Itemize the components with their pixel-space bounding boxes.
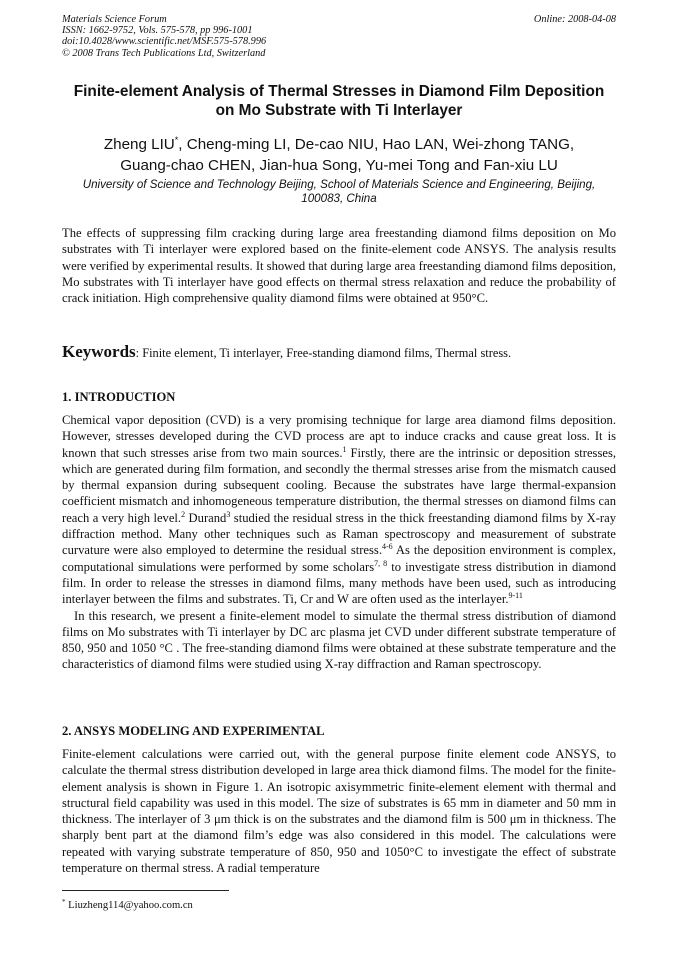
title-line-2: on Mo Substrate with Ti Interlayer (215, 102, 463, 119)
authors-line-1 (62, 130, 616, 155)
modeling-paragraph-1: Finite-element calculations were carried out, with the general purpose finite element code ANSYS, to calculate the thermal stress distribution developed in large area thick diamond films. The model for the finite-element analysis is shown in Figure 1. An isotropic axisymmetric finite-element element with thermal and structural field capability was used in this model. The size of substrates is 65 mm in diameter and 50 mm in thickness. The interlayer of 3 μm thick is on the substrates and the diamond film is 500 μm in thickness. The sharply bent part at the diamond film’s edge was also considered in this model. The calculations were repeated with varying substrate temperature of 850, 950 and 1050°C to investigate the effect of substrate temperature on thermal stress. A radial temperature (62, 747, 616, 876)
author-list (62, 130, 616, 176)
intro-text: to investigate stress distribution in diamond film. In order to release the stresses in diamond films, many methods have been used, such as introducing interlayer between the films and substrates. Ti, Cr and W are often used as the interlayer. (62, 559, 617, 607)
intro-paragraph-1 (62, 412, 616, 608)
citation-ref: 4-6 (381, 542, 393, 552)
intro-text: Durand (185, 510, 227, 525)
authors-line-2: Guang-chao CHEN, Jian-hua Song, Yu-mei Tong and Fan-xiu LU (120, 157, 558, 174)
modeling-body (62, 746, 616, 876)
first-author: Zheng LIU (103, 136, 175, 153)
footnote-mark: * (62, 898, 66, 906)
footnote (62, 898, 193, 911)
intro-text: Chemical vapor deposition (CVD) is a very promising technique for large area diamond films deposition. However, stresses developed during the CVD process are apt to induce cracks and cause great loss. It is known that such stresses arise from two main sources. (62, 413, 616, 460)
journal-issn: ISSN: 1662-9752, Vols. 575-578, pp 996-1001 (62, 25, 253, 37)
intro-text: As the deposition environment is complex, computational simulations were performed by some scholars (62, 543, 616, 574)
section-heading-introduction: 1. INTRODUCTION (62, 390, 176, 404)
introduction-body (62, 412, 616, 673)
intro-paragraph-2: In this research, we present a finite-element model to simulate the thermal stress distribution of diamond films on Mo substrates with Ti interlayer by DC arc plasma jet CVD under different substrate temperature of 850, 950 and 1050 °C . The free-standing diamond films were obtained at these substrate temperature and the characteristics of diamond films were studied using X-ray diffraction and Raman spectroscopy. (62, 608, 616, 672)
citation-ref: 1 (342, 444, 347, 454)
online-date: Online: 2008-04-08 (533, 14, 616, 25)
journal-doi: doi:10.4028/www.scientific.net/MSF.575-578.996 (62, 36, 267, 48)
affiliation (62, 178, 616, 206)
footnote-divider (62, 890, 229, 891)
intro-text: studied the residual stress in the thick freestanding diamond films by X-ray diffraction method. Many other techniques such as Raman spectroscopy and measurement of substrate curvature were also employed to determine the residual stress. (62, 510, 616, 558)
abstract: The effects of suppressing film cracking during large area freestanding diamond films deposition on Mo substrates with Ti interlayer were explored based on the finite-element code ANSYS. The analysis results were verified by experimental results. It showed that during large area freestanding diamond films deposition, Mo substrates with Ti interlayer have good effects on thermal stress relaxation and reduce the probability of crack initiation. High comprehensive quality diamond films were obtained at 950°C. (62, 226, 616, 306)
affiliation-line-1: University of Science and Technology Beijing, School of Materials Science and Engineering, Beijing, (82, 178, 596, 191)
keywords-text: : Finite element, Ti interlayer, Free-standing diamond films, Thermal stress. (135, 346, 512, 360)
keywords (62, 342, 616, 362)
section-heading-modeling: 2. ANSYS MODELING AND EXPERIMENTAL (62, 724, 325, 738)
paper-title (62, 82, 616, 120)
journal-header (62, 14, 616, 59)
title-line-1: Finite-element Analysis of Thermal Stresses in Diamond Film Deposition (73, 83, 605, 100)
citation-ref: 3 (226, 509, 231, 519)
journal-name: Materials Science Forum (62, 14, 167, 25)
corresponding-mark: * (174, 135, 179, 145)
citation-ref: 7, 8 (374, 558, 388, 568)
authors-line-1-rest: , Cheng-ming LI, De-cao NIU, Hao LAN, Wei-zhong TANG, (178, 136, 575, 153)
affiliation-line-2: 100083, China (301, 192, 377, 206)
footnote-email: Liuzheng114@yahoo.com.cn (65, 900, 193, 911)
citation-ref: 9-11 (508, 591, 523, 601)
citation-ref: 2 (181, 509, 186, 519)
journal-copyright: © 2008 Trans Tech Publications Ltd, Switzerland (62, 47, 266, 59)
keywords-label: Keywords (62, 342, 136, 361)
intro-text: Firstly, there are the intrinsic or deposition stresses, which are generated during film formation, and secondly the thermal stresses arise from the mismatch caused by thermal expansion during subsequent cooling. Because the substrates have large thermal-expansion coefficient mismatch and inhomogeneous temperature distribution, the thermal stresses on diamond films can reach a very high level. (62, 445, 616, 525)
